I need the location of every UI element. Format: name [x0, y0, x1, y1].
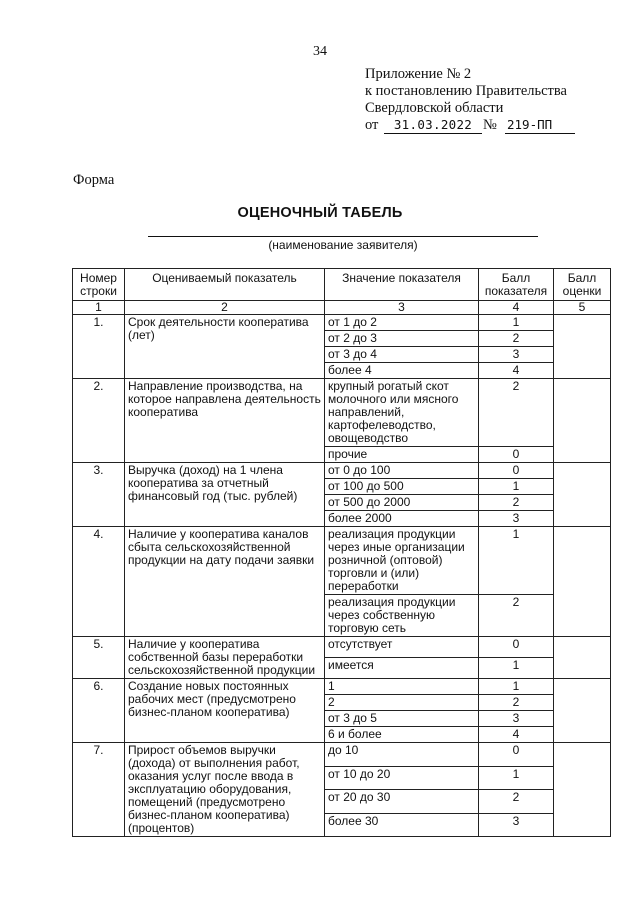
indicator-value: до 10: [325, 743, 479, 767]
table-header-row: [73, 269, 611, 301]
row-number: 7.: [73, 743, 125, 837]
indicator-score: 1: [479, 315, 554, 331]
indicator-score: 1: [479, 766, 554, 790]
header-score: Балл показателя: [479, 269, 554, 301]
indicator-value: от 1 до 2: [325, 315, 479, 331]
order-reference: [365, 117, 575, 134]
order-date: 31.03.2022: [384, 117, 482, 134]
indicator-value: от 100 до 500: [325, 479, 479, 495]
form-label: Форма: [73, 172, 115, 188]
indicator-value: от 2 до 3: [325, 331, 479, 347]
indicator-value: реализация продукции через собственную торговую сеть: [325, 595, 479, 637]
indicator-score: 0: [479, 447, 554, 463]
column-number: 3: [325, 301, 479, 315]
indicator-score: 0: [479, 637, 554, 658]
applicant-caption: (наименование заявителя): [268, 238, 418, 252]
indicator-score: 4: [479, 363, 554, 379]
indicator-value: более 30: [325, 813, 479, 837]
evaluation-cell: [554, 463, 611, 527]
indicator-score: 1: [479, 479, 554, 495]
indicator-value: прочие: [325, 447, 479, 463]
indicator-score: 2: [479, 495, 554, 511]
scoring-table-body: [73, 269, 611, 837]
order-number: 219-ПП: [505, 117, 575, 134]
indicator-score: 1: [479, 679, 554, 695]
indicator-score: 2: [479, 379, 554, 447]
indicator-score: 2: [479, 331, 554, 347]
indicator-text: Наличие у кооператива собственной базы переработки сельскохозяйственной продукции: [125, 637, 325, 679]
indicator-score: 2: [479, 790, 554, 814]
column-number-row: [73, 301, 611, 315]
table-row: [73, 679, 611, 695]
header-value: Значение показателя: [325, 269, 479, 301]
indicator-text: Создание новых постоянных рабочих мест (предусмотрено бизнес-планом кооператива): [125, 679, 325, 743]
table-row: [73, 743, 611, 767]
row-number: 6.: [73, 679, 125, 743]
order-number-sign: №: [483, 117, 497, 133]
evaluation-cell: [554, 637, 611, 679]
row-number: 4.: [73, 527, 125, 637]
resolution-label: к постановлению Правительства: [365, 83, 567, 99]
page-number: 34: [313, 44, 327, 59]
header-row-number: Номер строки: [73, 269, 125, 301]
row-number: 5.: [73, 637, 125, 679]
indicator-value: более 2000: [325, 511, 479, 527]
indicator-value: 6 и более: [325, 727, 479, 743]
indicator-score: 2: [479, 695, 554, 711]
indicator-score: 3: [479, 711, 554, 727]
indicator-value: отсутствует: [325, 637, 479, 658]
indicator-text: Прирост объемов выручки (дохода) от выполнения работ, оказания услуг после ввода в эксплуатацию оборудования, помещений (предусмотрено бизнес-планом кооператива) (процентов): [125, 743, 325, 837]
indicator-value: от 500 до 2000: [325, 495, 479, 511]
row-number: 3.: [73, 463, 125, 527]
indicator-value: от 10 до 20: [325, 766, 479, 790]
scoring-table: [72, 268, 611, 837]
table-row: [73, 637, 611, 658]
table-row: [73, 527, 611, 595]
column-number: 1: [73, 301, 125, 315]
appendix-label: Приложение № 2: [365, 66, 472, 82]
indicator-score: 3: [479, 813, 554, 837]
indicator-score: 4: [479, 727, 554, 743]
row-number: 1.: [73, 315, 125, 379]
indicator-score: 1: [479, 658, 554, 679]
header-evaluation: Балл оценки: [554, 269, 611, 301]
indicator-value: имеется: [325, 658, 479, 679]
indicator-value: 1: [325, 679, 479, 695]
column-number: 2: [125, 301, 325, 315]
indicator-text: Срок деятельности кооператива (лет): [125, 315, 325, 379]
evaluation-cell: [554, 743, 611, 837]
indicator-value: от 20 до 30: [325, 790, 479, 814]
indicator-value: более 4: [325, 363, 479, 379]
order-prefix: от: [365, 117, 379, 133]
row-number: 2.: [73, 379, 125, 463]
indicator-value: реализация продукции через иные организации розничной (оптовой) торговли и (или) переработки: [325, 527, 479, 595]
indicator-text: Наличие у кооператива каналов сбыта сельскохозяйственной продукции на дату подачи заявки: [125, 527, 325, 637]
table-row: [73, 463, 611, 479]
indicator-score: 0: [479, 463, 554, 479]
header-indicator: Оцениваемый показатель: [125, 269, 325, 301]
indicator-value: крупный рогатый скот молочного или мясного направлений, картофелеводство, овощеводство: [325, 379, 479, 447]
indicator-score: 2: [479, 595, 554, 637]
indicator-text: Направление производства, на которое направлена деятельность кооператива: [125, 379, 325, 463]
indicator-score: 3: [479, 511, 554, 527]
evaluation-cell: [554, 679, 611, 743]
document-title: ОЦЕНОЧНЫЙ ТАБЕЛЬ: [237, 205, 403, 221]
table-row: [73, 315, 611, 331]
evaluation-cell: [554, 315, 611, 379]
evaluation-cell: [554, 527, 611, 637]
applicant-name-line: [148, 236, 538, 237]
indicator-value: от 3 до 4: [325, 347, 479, 363]
evaluation-cell: [554, 379, 611, 463]
indicator-text: Выручка (доход) на 1 члена кооператива за отчетный финансовый год (тыс. рублей): [125, 463, 325, 527]
indicator-value: от 3 до 5: [325, 711, 479, 727]
indicator-score: 3: [479, 347, 554, 363]
region-label: Свердловской области: [365, 100, 504, 116]
column-number: 5: [554, 301, 611, 315]
indicator-score: 1: [479, 527, 554, 595]
indicator-score: 0: [479, 743, 554, 767]
indicator-value: 2: [325, 695, 479, 711]
indicator-value: от 0 до 100: [325, 463, 479, 479]
table-row: [73, 379, 611, 447]
column-number: 4: [479, 301, 554, 315]
